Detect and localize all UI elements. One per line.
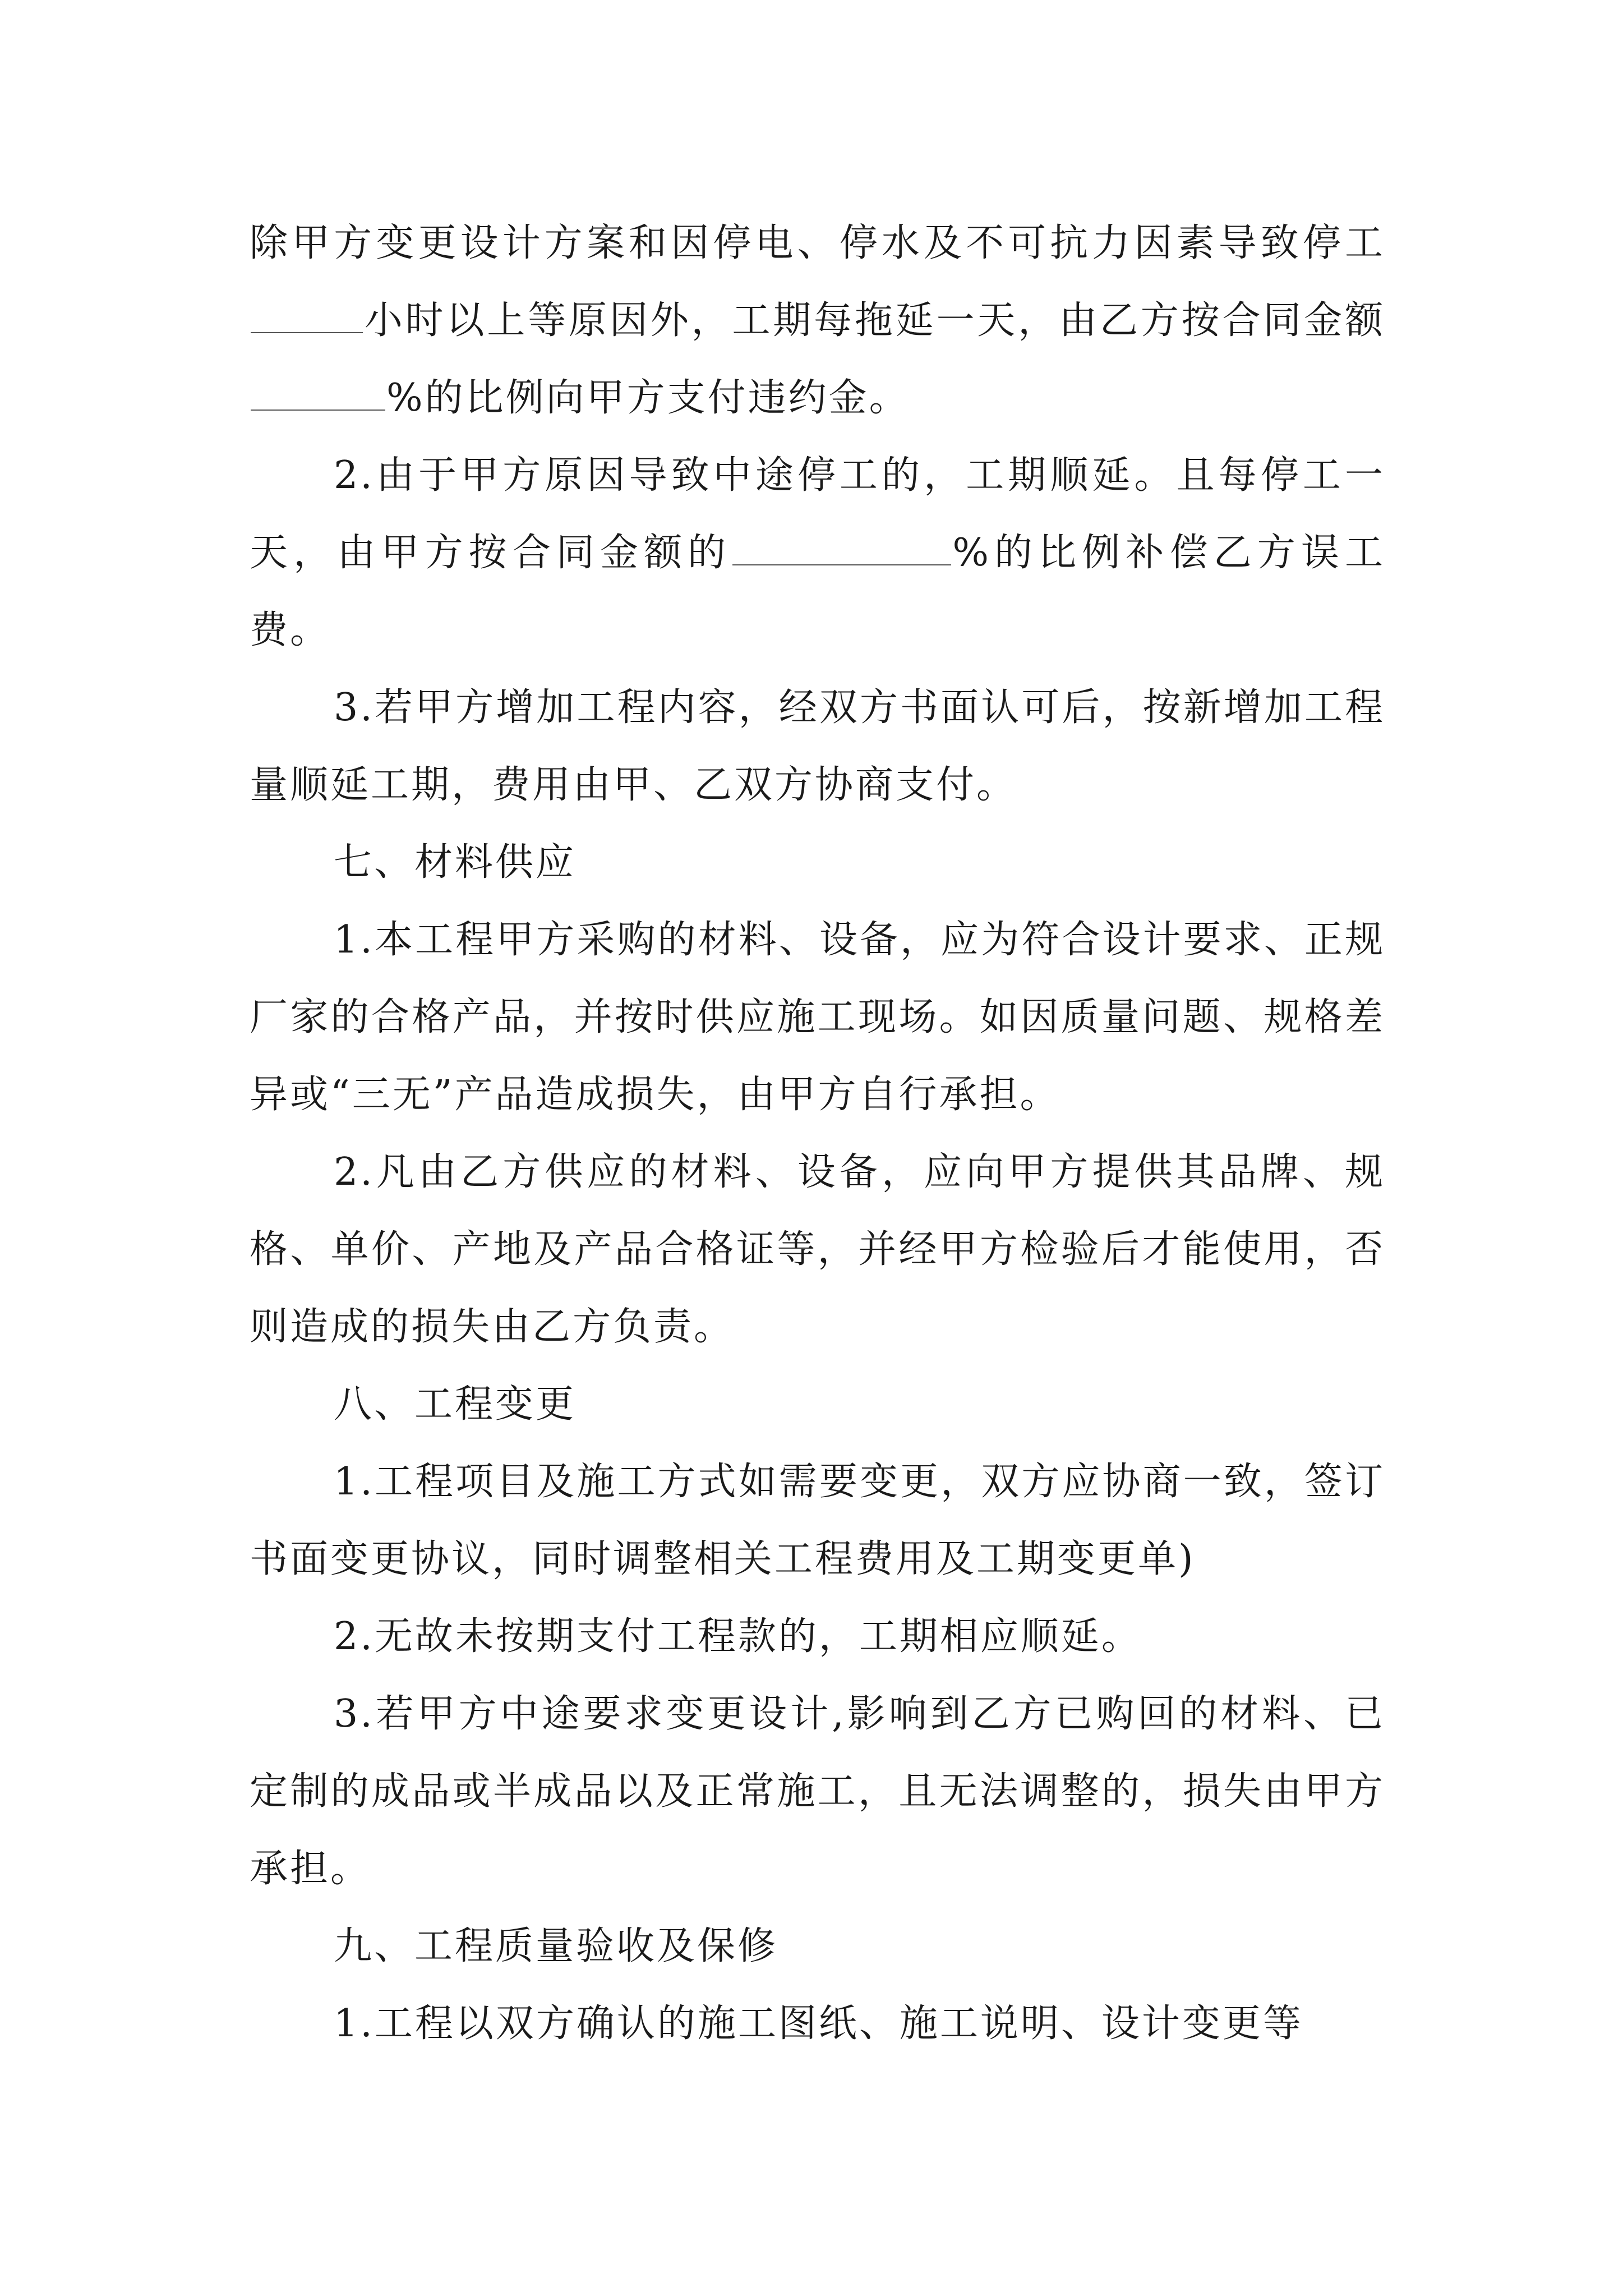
blank-hours-field[interactable] xyxy=(251,297,363,333)
paragraph-text: 除甲方变更设计方案和因停电、停水及不可抗力因素导致停工 xyxy=(250,221,1385,265)
section-heading-changes: 八、工程变更 xyxy=(334,1382,577,1427)
paragraph-changes-clause-3: 3.若甲方中途要求变更设计,影响到乙方已购回的材料、已定制的成品或半成品以及正常施工，且无法调整的，损失由甲方承担。 xyxy=(250,1692,1385,1891)
section-heading-materials: 七、材料供应 xyxy=(334,840,577,885)
section-heading-quality: 九、工程质量验收及保修 xyxy=(334,1924,778,1968)
paragraph-clause-3-additional-work: 3.若甲方增加工程内容，经双方书面认可后，按新增加工程量顺延工期，费用由甲、乙双方协商支付。 xyxy=(250,685,1385,807)
paragraph-clause-2-suspension xyxy=(250,437,1385,669)
blank-compensation-rate-field[interactable] xyxy=(732,530,951,565)
paragraph-delay-penalty xyxy=(250,205,1385,437)
paragraph-changes-clause-1: 1.工程项目及施工方式如需要变更，双方应协商一致，签订书面变更协议，同时调整相关工程费用及工期变更单) xyxy=(250,1460,1385,1581)
paragraph-materials-clause-1: 1.本工程甲方采购的材料、设备，应为符合设计要求、正规厂家的合格产品，并按时供应施工现场。如因质量问题、规格差异或“三无”产品造成损失，由甲方自行承担。 xyxy=(250,918,1385,1117)
blank-penalty-rate-field[interactable] xyxy=(251,375,385,411)
paragraph-materials-clause-2: 2.凡由乙方供应的材料、设备，应向甲方提供其品牌、规格、单价、产地及产品合格证等，并经甲方检验后才能使用，否则造成的损失由乙方负责。 xyxy=(250,1150,1385,1349)
paragraph-quality-clause-1: 1.工程以双方确认的施工图纸、施工说明、设计变更等 xyxy=(334,2001,1303,2046)
paragraph-text: 2.由于甲方原因导致中途停工的，工期顺延。且每停工一天，由甲方按合同金额的 xyxy=(250,453,1385,575)
paragraph-text: %的比例补偿乙方误工费。 xyxy=(250,531,1385,652)
paragraph-text: %的比例向甲方支付违约金。 xyxy=(386,376,910,420)
document-body xyxy=(250,205,1385,2063)
paragraph-changes-clause-2: 2.无故未按期支付工程款的，工期相应顺延。 xyxy=(334,1614,1142,1659)
paragraph-text: 小时以上等原因外，工期每拖延一天，由乙方按合同金额 xyxy=(364,298,1385,343)
